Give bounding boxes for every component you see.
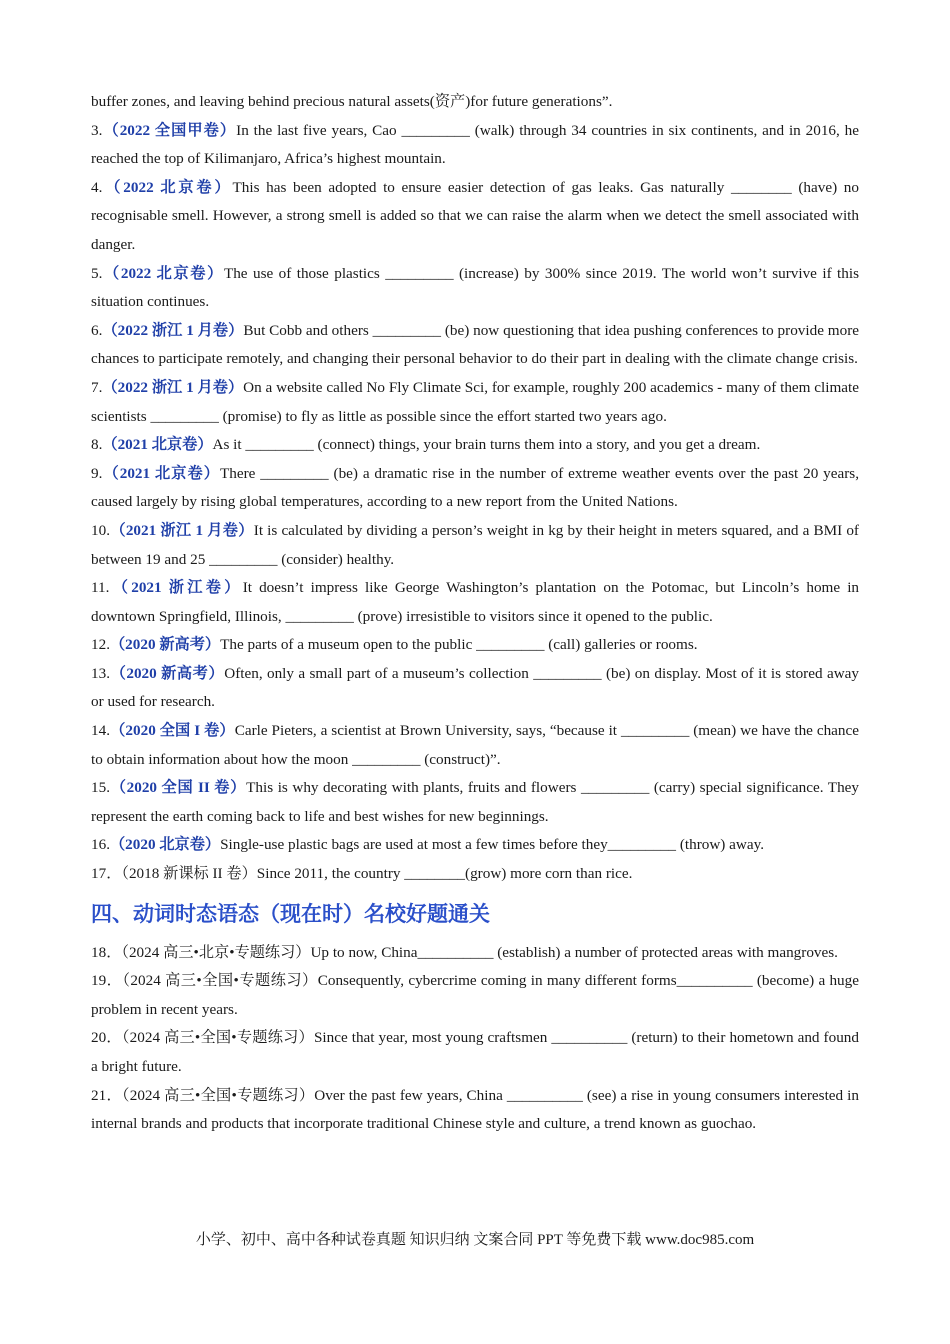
question-source: （2020 北京卷） — [109, 836, 221, 854]
question-number: 6. — [91, 321, 103, 339]
question-source: （2024 高三•全国•专题练习） — [121, 1086, 315, 1104]
question-number: 15. — [91, 779, 110, 797]
question-number: 13. — [91, 664, 110, 682]
question-number: 12. — [91, 636, 110, 654]
question-text: Carle Pieters, a scientist at Brown University, says, “because it _________ (mean) we have the chance to obtain information about how the moon _________ (construct)”. — [91, 722, 859, 768]
question-item — [91, 774, 859, 831]
question-source: （2024 高三•全国•专题练习） — [121, 1029, 314, 1047]
question-item — [91, 1082, 859, 1139]
question-text: The use of those plastics _________ (increase) by 300% since 2019. The world won’t survive if this situation continues. — [91, 264, 859, 311]
question-item — [91, 317, 859, 374]
question-number: 8. — [91, 436, 103, 454]
question-source: （2022 浙江 1 月卷） — [102, 321, 244, 339]
section-four-list — [91, 939, 859, 1139]
question-number: 4. — [91, 178, 103, 196]
question-source: （2024 高三•全国•专题练习） — [122, 972, 318, 990]
question-source: （2022 全国甲卷） — [102, 121, 237, 139]
question-source: （2020 全国 I 卷） — [109, 722, 235, 740]
footer-text: 小学、初中、高中各种试卷真题 知识归纳 文案合同 PPT 等免费下载 www.doc985.com — [195, 1232, 755, 1248]
question-number: 17． — [91, 865, 122, 883]
question-item — [91, 460, 859, 517]
question-item — [91, 860, 859, 889]
question-item — [91, 517, 859, 574]
question-item — [91, 660, 859, 717]
section-three-list — [91, 117, 859, 889]
question-number: 10. — [91, 521, 110, 539]
question-text: It doesn’t impress like George Washington’s plantation on the Potomac, but Lincoln’s home in downtown Springfield, Illinois, _________ (prove) irresistible to visitors since it opened to the public. — [91, 579, 860, 625]
question-text: On a website called No Fly Climate Sci, for example, roughly 200 academics - many of them climate scientists _________ (promise) to fly as little as possible since the effort started two years ago. — [91, 378, 860, 425]
question-text: This is why decorating with plants, fruits and flowers _________ (carry) special significance. They represent the earth coming back to life and best wishes for new beginnings. — [91, 779, 860, 825]
question-number: 5. — [91, 264, 103, 282]
question-text: Consequently, cybercrime coming in many different forms__________ (become) a huge problem in recent years. — [91, 972, 859, 1018]
question-source: （2020 新高考） — [109, 636, 221, 654]
question-item — [91, 174, 859, 260]
question-source: （2020 全国 II 卷） — [109, 779, 247, 797]
question-item — [91, 717, 859, 774]
question-item — [91, 939, 859, 968]
question-item — [91, 1024, 859, 1081]
question-text: Up to now, China__________ (establish) a number of protected areas with mangroves. — [310, 943, 838, 961]
question-source: （2018 新课标 II 卷） — [121, 865, 257, 883]
question-source: （2024 高三•北京•专题练习） — [121, 943, 311, 961]
question-number: 20． — [91, 1029, 122, 1047]
question-number: 18． — [91, 943, 122, 961]
question-number: 21． — [91, 1086, 122, 1104]
question-item — [91, 431, 859, 460]
question-item — [91, 117, 859, 174]
question-text: In the last five years, Cao _________ (walk) through 34 countries in six continents, and in 2016, he reached the top of Kilimanjaro, Africa’s highest mountain. — [91, 121, 859, 168]
question-number: 7. — [91, 378, 103, 396]
question-text: There _________ (be) a dramatic rise in the number of extreme weather events over the past 20 years, caused largely by rising global temperatures, according to a new report from the United Nations. — [91, 464, 860, 511]
document-page — [91, 88, 859, 1139]
question-number: 19． — [91, 972, 123, 990]
question-text: The parts of a museum open to the public _________ (call) galleries or rooms. — [220, 636, 698, 654]
question-text: It is calculated by dividing a person’s weight in kg by their height in meters squared, and a BMI of between 19 and 25 _________ (consider) healthy. — [91, 521, 859, 568]
question-source: （2021 北京卷） — [102, 436, 213, 454]
question-text: Since 2011, the country ________(grow) more corn than rice. — [256, 865, 633, 883]
section-four-heading: 四、动词时态语态（现在时）名校好题通关 — [91, 901, 490, 926]
intro-line: buffer zones, and leaving behind precious natural assets(资产)for future generations”. — [91, 93, 613, 110]
question-item — [91, 260, 859, 317]
question-source: （2022 北京卷） — [102, 178, 233, 196]
question-text: As it _________ (connect) things, your brain turns them into a story, and you get a dream. — [212, 436, 761, 454]
question-item — [91, 631, 859, 660]
question-source: （2021 浙江卷） — [109, 579, 243, 597]
question-number: 14. — [91, 722, 110, 740]
question-number: 3. — [91, 121, 103, 139]
question-source: （2021 北京卷） — [102, 464, 221, 482]
question-number: 9. — [91, 464, 103, 482]
question-text: Often, only a small part of a museum’s collection _________ (be) on display. Most of it is stored away or used for research. — [91, 664, 859, 711]
question-number: 16. — [91, 836, 110, 854]
question-text: Over the past few years, China __________ (see) a rise in young consumers interested in internal brands and products that incorporate traditional Chinese style and culture, a trend known as guochao. — [91, 1086, 859, 1133]
question-item — [91, 967, 859, 1024]
question-text: Since that year, most young craftsmen __________ (return) to their hometown and found a bright future. — [91, 1029, 859, 1075]
question-item — [91, 831, 859, 860]
question-source: （2020 新高考） — [109, 664, 225, 682]
question-text: This has been adopted to ensure easier detection of gas leaks. Gas naturally ________ (have) no recognisable smell. However, a strong smell is added so that we can raise the alarm when we detect the smell associated with danger. — [91, 178, 859, 253]
question-text: Single-use plastic bags are used at most a few times before they_________ (throw) away. — [220, 836, 765, 854]
question-source: （2022 浙江 1 月卷） — [102, 378, 244, 396]
question-source: （2021 浙江 1 月卷） — [109, 521, 254, 539]
question-source: （2022 北京卷） — [102, 264, 224, 282]
question-item — [91, 574, 859, 631]
question-text: But Cobb and others _________ (be) now questioning that idea pushing conferences to provide more chances to participate remotely, and changing their personal behavior to do their part in dealing with the climate change crisis. — [91, 321, 860, 368]
question-item — [91, 374, 859, 431]
question-number: 11. — [91, 579, 110, 597]
